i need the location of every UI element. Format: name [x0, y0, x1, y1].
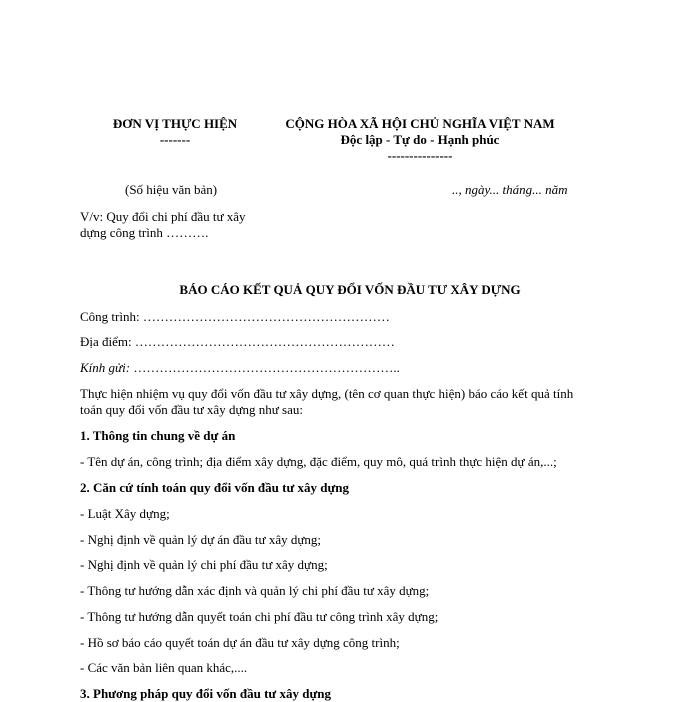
- intro-line-1: Thực hiện nhiệm vụ quy đổi vốn đầu tư xây dựng, (tên cơ quan thực hiện) báo cáo kết quả tính: [80, 386, 574, 401]
- report-title: BÁO CÁO KẾT QUẢ QUY ĐỔI VỐN ĐẦU TƯ XÂY DỰNG: [179, 282, 521, 297]
- recipient-field: [80, 360, 400, 376]
- list-item: - Các văn bản liên quan khác,....: [80, 660, 248, 675]
- project-field: [80, 309, 390, 325]
- project-label: Công trình:: [80, 309, 140, 324]
- list-item: - Luật Xây dựng;: [80, 506, 170, 521]
- recipient-dots: ……………………………………………………..: [133, 360, 400, 375]
- section-2-heading: 2. Căn cứ tính toán quy đổi vốn đầu tư xây dựng: [80, 480, 350, 495]
- nation-title: CỘNG HÒA XÃ HỘI CHỦ NGHĨA VIỆT NAM: [285, 116, 555, 131]
- list-item: - Hồ sơ báo cáo quyết toán dự án đầu tư xây dựng công trình;: [80, 635, 400, 650]
- location-label: Địa điểm:: [80, 334, 132, 349]
- intro-line-2: toán quy đổi vốn đầu tư xây dựng như sau:: [80, 402, 303, 417]
- list-item: - Nghị định về quản lý chi phí đầu tư xây dựng;: [80, 557, 328, 572]
- motto: Độc lập - Tự do - Hạnh phúc: [340, 132, 500, 147]
- list-item: - Thông tư hướng dẫn quyết toán chi phí đầu tư công trình xây dựng;: [80, 609, 439, 624]
- date-line: .., ngày... tháng... năm: [452, 182, 568, 197]
- list-item: - Nghị định về quản lý dự án đầu tư xây dựng;: [80, 532, 322, 547]
- doc-number: (Số hiệu văn bản): [125, 182, 218, 197]
- project-dots: …………………………………………………: [142, 309, 390, 324]
- location-dots: ……………………………………………………: [134, 334, 395, 349]
- motto-dashes: ---------------: [387, 148, 453, 163]
- list-item: - Thông tư hướng dẫn xác định và quản lý chi phí đầu tư xây dựng;: [80, 583, 430, 598]
- section-1-item: - Tên dự án, công trình; địa điểm xây dựng, đặc điểm, quy mô, quá trình thực hiện dự án,...;: [80, 454, 557, 469]
- unit-dashes: -------: [159, 132, 191, 147]
- unit-title: ĐƠN VỊ THỰC HIỆN: [112, 116, 238, 131]
- section-3-heading: 3. Phương pháp quy đổi vốn đầu tư xây dựng: [80, 686, 331, 701]
- subject-line-1: V/v: Quy đổi chi phí đầu tư xây: [80, 209, 246, 224]
- recipient-label: Kính gửi:: [80, 360, 131, 375]
- section-1-heading: 1. Thông tin chung về dự án: [80, 428, 236, 443]
- location-field: [80, 334, 395, 350]
- subject-line-2: dựng công trình ……….: [80, 225, 209, 240]
